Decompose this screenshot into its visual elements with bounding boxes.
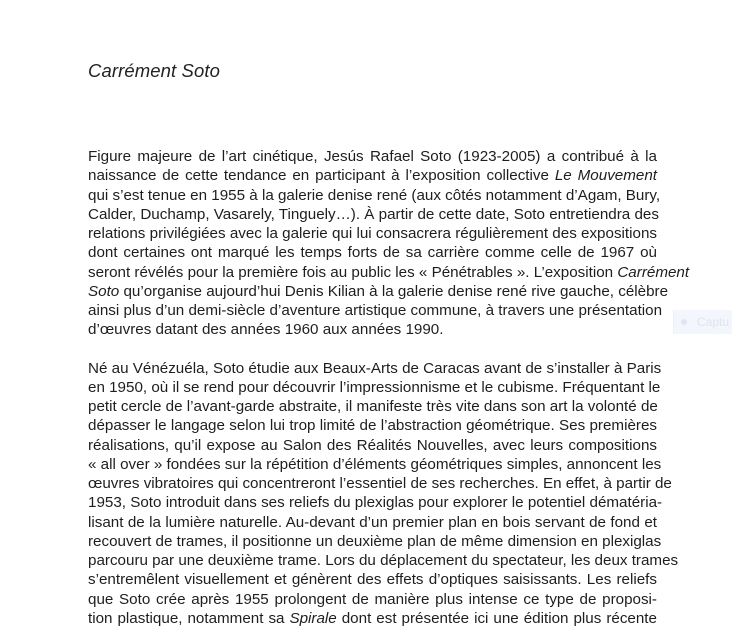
text-segment: « all over » fondées sur la répétition d’éléments géométriques simples, annoncent les [88,456,661,473]
text-line [88,513,657,532]
text-line [88,493,657,512]
text-segment: tion plastique, notamment sa [88,610,289,627]
text-line [88,359,657,378]
text-line [88,205,657,224]
text-segment: dont est présentée ici une édition plus récente [337,610,657,627]
document-body [88,147,657,628]
text-segment: dont certaines ont marqué les temps forts de sa carrière comme celle de 1967 où [88,244,657,261]
text-line [88,282,657,301]
text-line [88,551,657,570]
text-segment: Figure majeure de l’art cinétique, Jesús Rafael Soto (1923-2005) a contribué à la [88,148,657,165]
text-segment: réalisations, qu’il expose au Salon des Réalités Nouvelles, avec leurs compositions [88,437,657,454]
paragraph-intro [88,147,657,340]
text-line [88,166,657,185]
text-line [88,570,657,589]
text-line [88,397,657,416]
text-line [88,147,657,166]
text-segment: relations privilégiées avec la galerie qui lui consacrera régulièrement des expositions [88,225,657,242]
italic-title: Carrément [617,264,689,281]
text-line [88,609,657,628]
text-line [88,416,657,435]
text-segment: Né au Vénézuéla, Soto étudie aux Beaux-Arts de Caracas avant de s’installer à Paris [88,360,661,377]
text-segment: lisant de la lumière naturelle. Au-devant d’un premier plan en bois servant de fond et [88,514,657,531]
text-line [88,455,657,474]
text-line [88,320,657,339]
text-line [88,186,657,205]
text-line [88,243,657,262]
text-segment: 1953, Soto introduit dans ses reliefs du plexiglas pour explorer le potentiel dématéria- [88,494,662,511]
capture-button[interactable] [673,310,732,334]
italic-title: Spirale [289,610,336,627]
text-segment: ainsi plus d’un demi-siècle d’aventure artistique commune, à travers une présentation [88,302,662,319]
text-line [88,378,657,397]
text-segment: seront révélés pour la première fois au public les « Pénétrables ». L’exposition [88,264,617,281]
text-segment: Calder, Duchamp, Vasarely, Tinguely…). À partir de cette date, Soto entretiendra des [88,206,659,223]
paragraph-biography [88,359,657,628]
text-line [88,532,657,551]
italic-title: Soto [88,283,119,300]
text-line [88,301,657,320]
text-line [88,590,657,609]
text-line [88,436,657,455]
record-dot-icon [681,319,687,325]
text-segment: dépasser le langage selon lui trop limité de l’abstraction géométrique. Ses premières [88,417,657,434]
text-segment: petit cercle de l’avant-garde abstraite, il manifeste très vite dans son art la volonté de [88,398,658,415]
text-segment: naissance de cette tendance en participant à l’exposition collective [88,167,555,184]
text-segment: œuvres vibratoires qui concentreront l’essentiel de ses recherches. En effet, à partir de [88,475,672,492]
text-segment: que Soto crée après 1955 prolongent de manière plus intense ce type de proposi- [88,591,657,608]
capture-label: Captu [697,315,729,329]
document-title: Carrément Soto [88,60,220,82]
text-line [88,263,657,282]
text-segment: recouvert de trames, il positionne un deuxième plan de même dimension en plexiglas [88,533,661,550]
text-line [88,474,657,493]
text-segment: qui s’est tenue en 1955 à la galerie denise rené (aux côtés notamment d’Agam, Bury, [88,187,660,204]
text-segment: s’entremêlent visuellement et génèrent des effets d’optiques saisissants. Les reliefs [88,571,657,588]
italic-title: Le Mouvement [555,167,657,184]
text-line [88,224,657,243]
text-segment: d’œuvres datant des années 1960 aux années 1990. [88,321,443,338]
text-segment: parcouru par une deuxième trame. Lors du déplacement du spectateur, les deux trames [88,552,678,569]
text-segment: en 1950, où il se rend pour découvrir l’impressionnisme et le cubisme. Fréquentant le [88,379,660,396]
text-segment: qu’organise aujourd’hui Denis Kilian à la galerie denise rené rive gauche, célèbre [119,283,668,300]
